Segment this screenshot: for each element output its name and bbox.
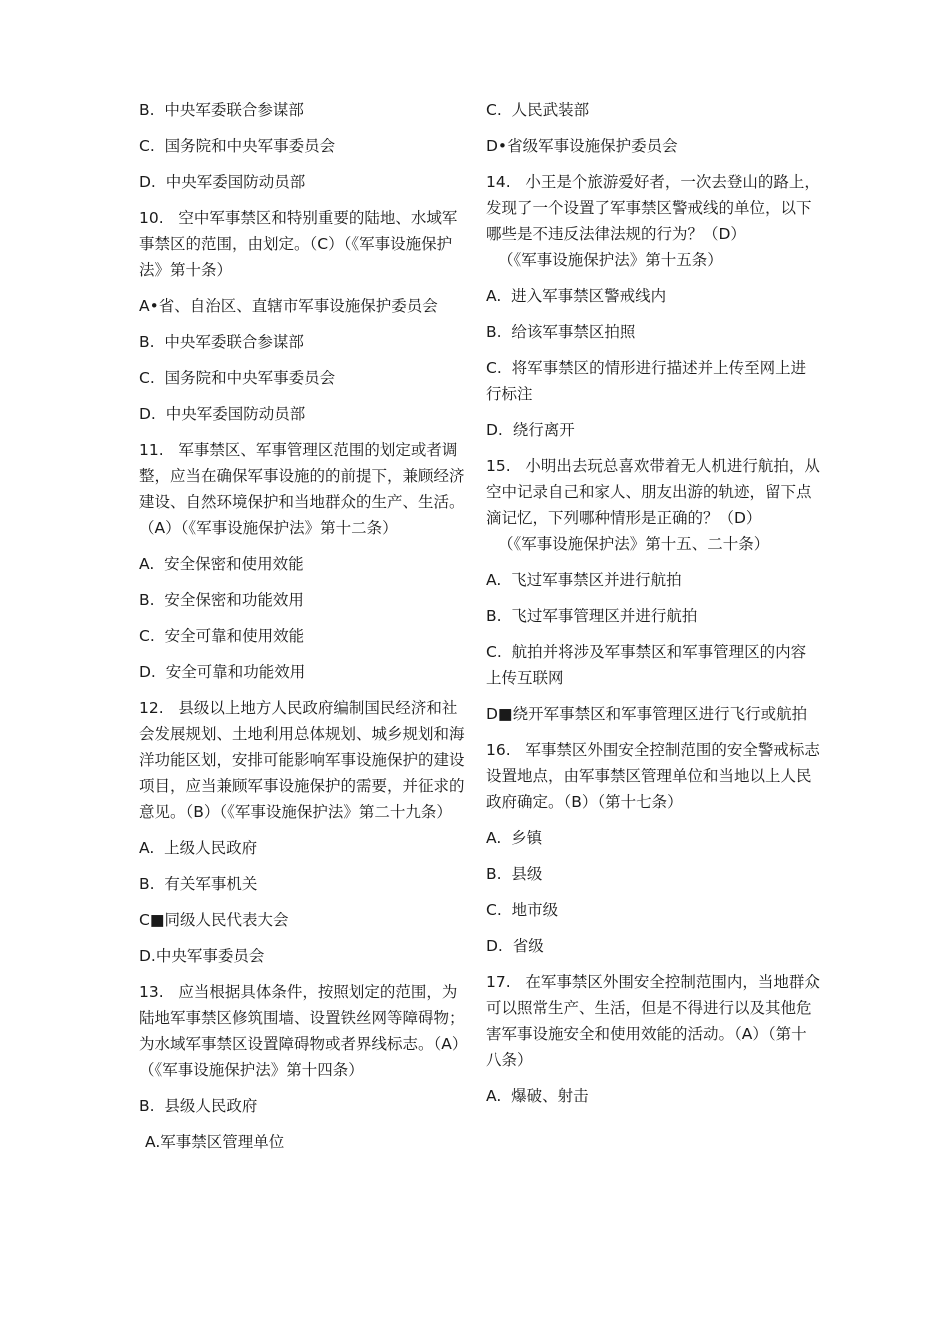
question-11: 11. 军事禁区、军事管理区范围的划定或者调整，应当在确保军事设施的的前提下，兼顾经济建设、自然环境保护和当地群众的生产、生活。（A）（《军事设施保护法》第十二条） bbox=[139, 441, 465, 537]
option-a: A. 上级人民政府 bbox=[139, 839, 258, 857]
option-d: D. 省级 bbox=[486, 937, 544, 955]
option-b: B. 有关军事机关 bbox=[139, 875, 258, 893]
option-c: C. 将军事禁区的情形进行描述并上传至网上进行标注 bbox=[486, 359, 807, 403]
option-b: B. 飞过军事管理区并进行航拍 bbox=[486, 607, 698, 625]
option-a: A•省、自治区、直辖市军事设施保护委员会 bbox=[139, 297, 438, 315]
law-reference: （《军事设施保护法》第十五、二十条） bbox=[498, 535, 770, 553]
option-c: C. 国务院和中央军事委员会 bbox=[139, 369, 336, 387]
option-c: C. 国务院和中央军事委员会 bbox=[139, 137, 336, 155]
option-d: D■绕开军事禁区和军事管理区进行飞行或航拍 bbox=[486, 705, 808, 723]
option-b: B. 县级人民政府 bbox=[139, 1097, 258, 1115]
question-16: 16. 军事禁区外围安全控制范围的安全警戒标志设置地点，由军事禁区管理单位和当地以上人民政府确定。（B）（第十七条） bbox=[486, 741, 820, 811]
law-reference: （《军事设施保护法》第十五条） bbox=[498, 251, 723, 269]
option-b: B. 中央军委联合参谋部 bbox=[139, 101, 304, 119]
question-15: 15. 小明出去玩总喜欢带着无人机进行航拍，从空中记录自己和家人、朋友出游的轨迹，留下点滴记忆，下列哪种情形是正确的？（D） bbox=[486, 457, 820, 527]
option-a: A. 爆破、射击 bbox=[486, 1087, 589, 1105]
question-13: 13. 应当根据具体条件，按照划定的范围，为陆地军事禁区修筑围墙、设置铁丝网等障碍物；为水域军事禁区设置障碍物或者界线标志。（A）（《军事设施保护法》第十四条） bbox=[139, 983, 468, 1079]
question-12: 12. 县级以上地方人民政府编制国民经济和社会发展规划、土地利用总体规划、城乡规划和海洋功能区划，安排可能影响军事设施保护的建设项目，应当兼顾军事设施保护的需要，并征求的意见。（B）（《军事设施保护法》第二十九条） bbox=[139, 699, 465, 821]
option-d: D. 中央军委国防动员部 bbox=[139, 405, 306, 423]
question-17: 17. 在军事禁区外围安全控制范围内，当地群众可以照常生产、生活，但是不得进行以及其他危害军事设施安全和使用效能的活动。（A）（第十八条） bbox=[486, 973, 820, 1069]
option-b: B. 给该军事禁区拍照 bbox=[486, 323, 636, 341]
option-c: C■同级人民代表大会 bbox=[139, 911, 289, 929]
option-c: C. 人民武装部 bbox=[486, 101, 590, 119]
option-a: A. 安全保密和使用效能 bbox=[139, 555, 304, 573]
option-b: B. 县级 bbox=[486, 865, 543, 883]
option-a: A.军事禁区管理单位 bbox=[145, 1133, 285, 1151]
option-d: D. 中央军委国防动员部 bbox=[139, 173, 306, 191]
option-c: C. 安全可靠和使用效能 bbox=[139, 627, 305, 645]
option-a: A. 进入军事禁区警戒线内 bbox=[486, 287, 667, 305]
question-14: 14. 小王是个旅游爱好者，一次去登山的路上，发现了一个设置了军事禁区警戒线的单位，以下哪些是不违反法律法规的行为？（D） bbox=[486, 173, 820, 243]
option-d: D.中央军事委员会 bbox=[139, 947, 265, 965]
left-column bbox=[139, 97, 469, 1165]
option-d: D. 安全可靠和功能效用 bbox=[139, 663, 306, 681]
option-b: B. 中央军委联合参谋部 bbox=[139, 333, 304, 351]
question-10: 10. 空中军事禁区和特别重要的陆地、水域军事禁区的范围，由划定。（C）（《军事设施保护法》第十条） bbox=[139, 209, 458, 279]
option-a: A. 乡镇 bbox=[486, 829, 543, 847]
option-d: D. 绕行离开 bbox=[486, 421, 575, 439]
option-a: A. 飞过军事禁区并进行航拍 bbox=[486, 571, 682, 589]
option-c: C. 地市级 bbox=[486, 901, 559, 919]
option-d: D•省级军事设施保护委员会 bbox=[486, 137, 678, 155]
right-column bbox=[486, 97, 821, 1119]
option-c: C. 航拍并将涉及军事禁区和军事管理区的内容上传互联网 bbox=[486, 643, 807, 687]
option-b: B. 安全保密和功能效用 bbox=[139, 591, 304, 609]
